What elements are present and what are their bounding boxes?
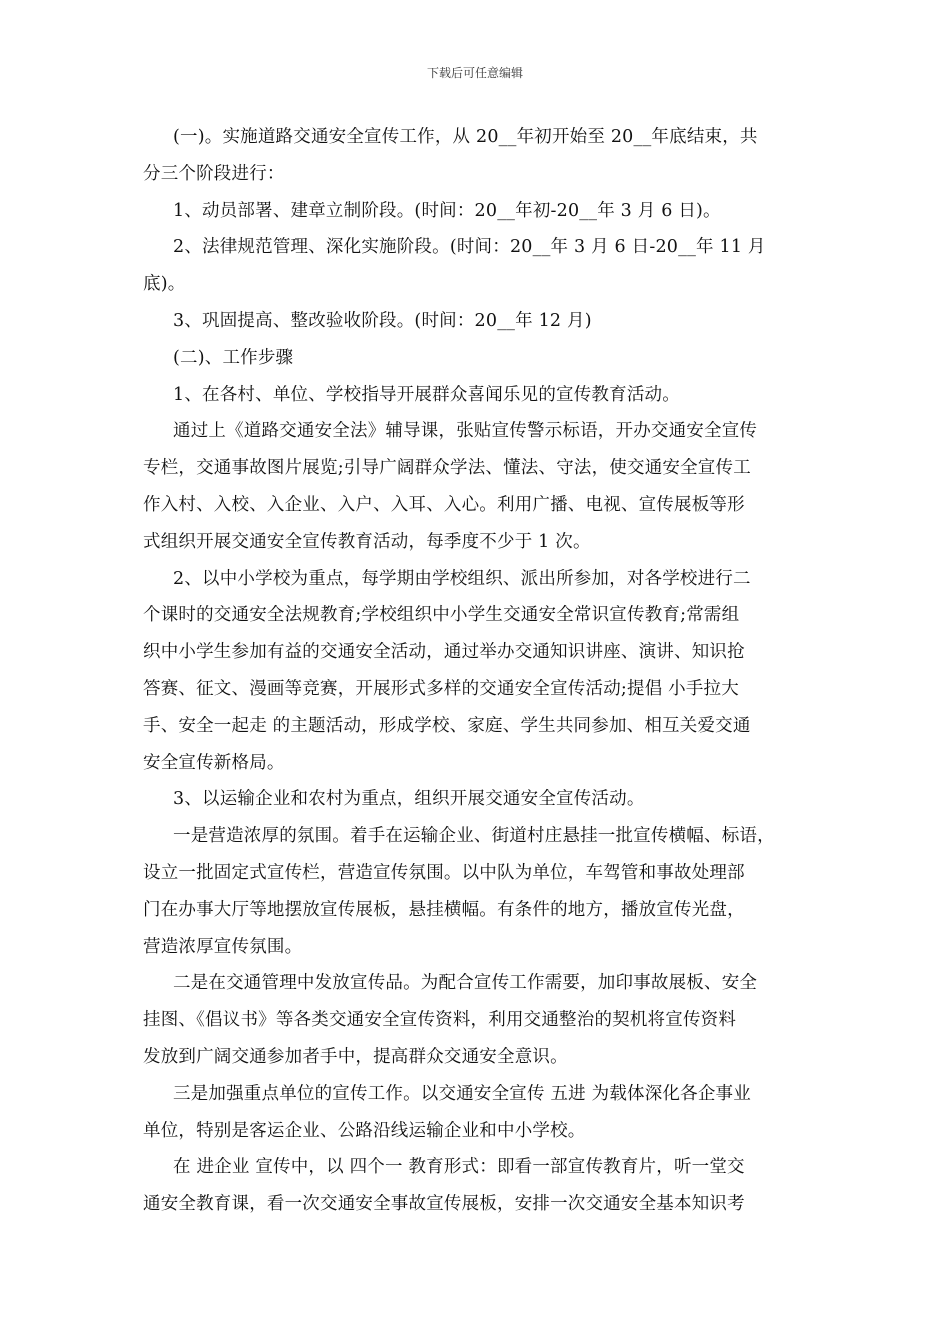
text-line: 式组织开展交通安全宣传教育活动，每季度不少于 1 次。 <box>143 531 591 552</box>
text-line: 2、法律规范管理、深化实施阶段。(时间：20__年 3 月 6 日-20__年 11 月 <box>173 237 766 258</box>
text-line: 1、在各村、单位、学校指导开展群众喜闻乐见的宣传教育活动。 <box>173 384 680 405</box>
text-line: 营造浓厚宣传氛围。 <box>143 936 303 957</box>
text-line: 答赛、征文、漫画等竞赛，开展形式多样的交通安全宣传活动;提倡 小手拉大 <box>143 678 739 699</box>
text-line: 专栏，交通事故图片展览;引导广阔群众学法、懂法、守法，使交通安全宣传工 <box>143 458 751 479</box>
text-line: 一是营造浓厚的氛围。着手在运输企业、街道村庄悬挂一批宣传横幅、标语， <box>173 826 775 847</box>
page-header: 下载后可任意编辑 <box>426 66 523 80</box>
text-line: 设立一批固定式宣传栏，营造宣传氛围。以中队为单位，车驾管和事故处理部 <box>143 862 745 883</box>
text-line: 门在办事大厅等地摆放宣传展板，悬挂横幅。有条件的地方，播放宣传光盘， <box>143 899 745 920</box>
text-line: 通过上《道路交通安全法》辅导课，张贴宣传警示标语，开办交通安全宣传 <box>173 421 758 442</box>
document-body <box>143 119 819 1223</box>
text-line: 1、动员部署、建章立制阶段。(时间：20__年初-20__年 3 月 6 日)。 <box>173 200 721 221</box>
text-line: 作入村、入校、入企业、入户、入耳、入心。利用广播、电视、宣传展板等形 <box>143 494 745 515</box>
text-line: 二是在交通管理中发放宣传品。为配合宣传工作需要，加印事故展板、安全 <box>173 973 758 994</box>
text-line: (一)。实施道路交通安全宣传工作，从 20__年初开始至 20__年底结束，共 <box>173 127 758 147</box>
text-line: 底)。 <box>143 274 186 295</box>
text-line: 3、巩固提高、整改验收阶段。(时间：20__年 12 月) <box>173 310 592 331</box>
text-line: 在 进企业 宣传中，以 四个一 教育形式：即看一部宣传教育片，听一堂交 <box>173 1157 745 1178</box>
text-line: 织中小学生参加有益的交通安全活动，通过举办交通知识讲座、演讲、知识抢 <box>143 642 745 663</box>
text-line: 个课时的交通安全法规教育;学校组织中小学生交通安全常识宣传教育;常需组 <box>143 605 740 626</box>
text-line: 通安全教育课，看一次交通安全事故宣传展板，安排一次交通安全基本知识考 <box>143 1194 745 1215</box>
text-line: 发放到广阔交通参加者手中，提高群众交通安全意识。 <box>143 1046 568 1067</box>
text-line: (二)、工作步骤 <box>173 347 294 368</box>
text-line: 3、以运输企业和农村为重点，组织开展交通安全宣传活动。 <box>173 789 645 810</box>
text-line: 手、安全一起走 的主题活动，形成学校、家庭、学生共同参加、相互关爱交通 <box>143 715 751 736</box>
text-line: 分三个阶段进行： <box>143 163 285 184</box>
text-line: 单位，特别是客运企业、公路沿线运输企业和中小学校。 <box>143 1120 586 1141</box>
text-line: 三是加强重点单位的宣传工作。以交通安全宣传 五进 为载体深化各企事业 <box>173 1083 751 1104</box>
text-line: 挂图、《倡议书》等各类交通安全宣传资料，利用交通整治的契机将宣传资料 <box>143 1010 737 1031</box>
text-line: 安全宣传新格局。 <box>143 752 285 773</box>
text-line: 2、以中小学校为重点，每学期由学校组织、派出所参加，对各学校进行二 <box>173 568 751 589</box>
